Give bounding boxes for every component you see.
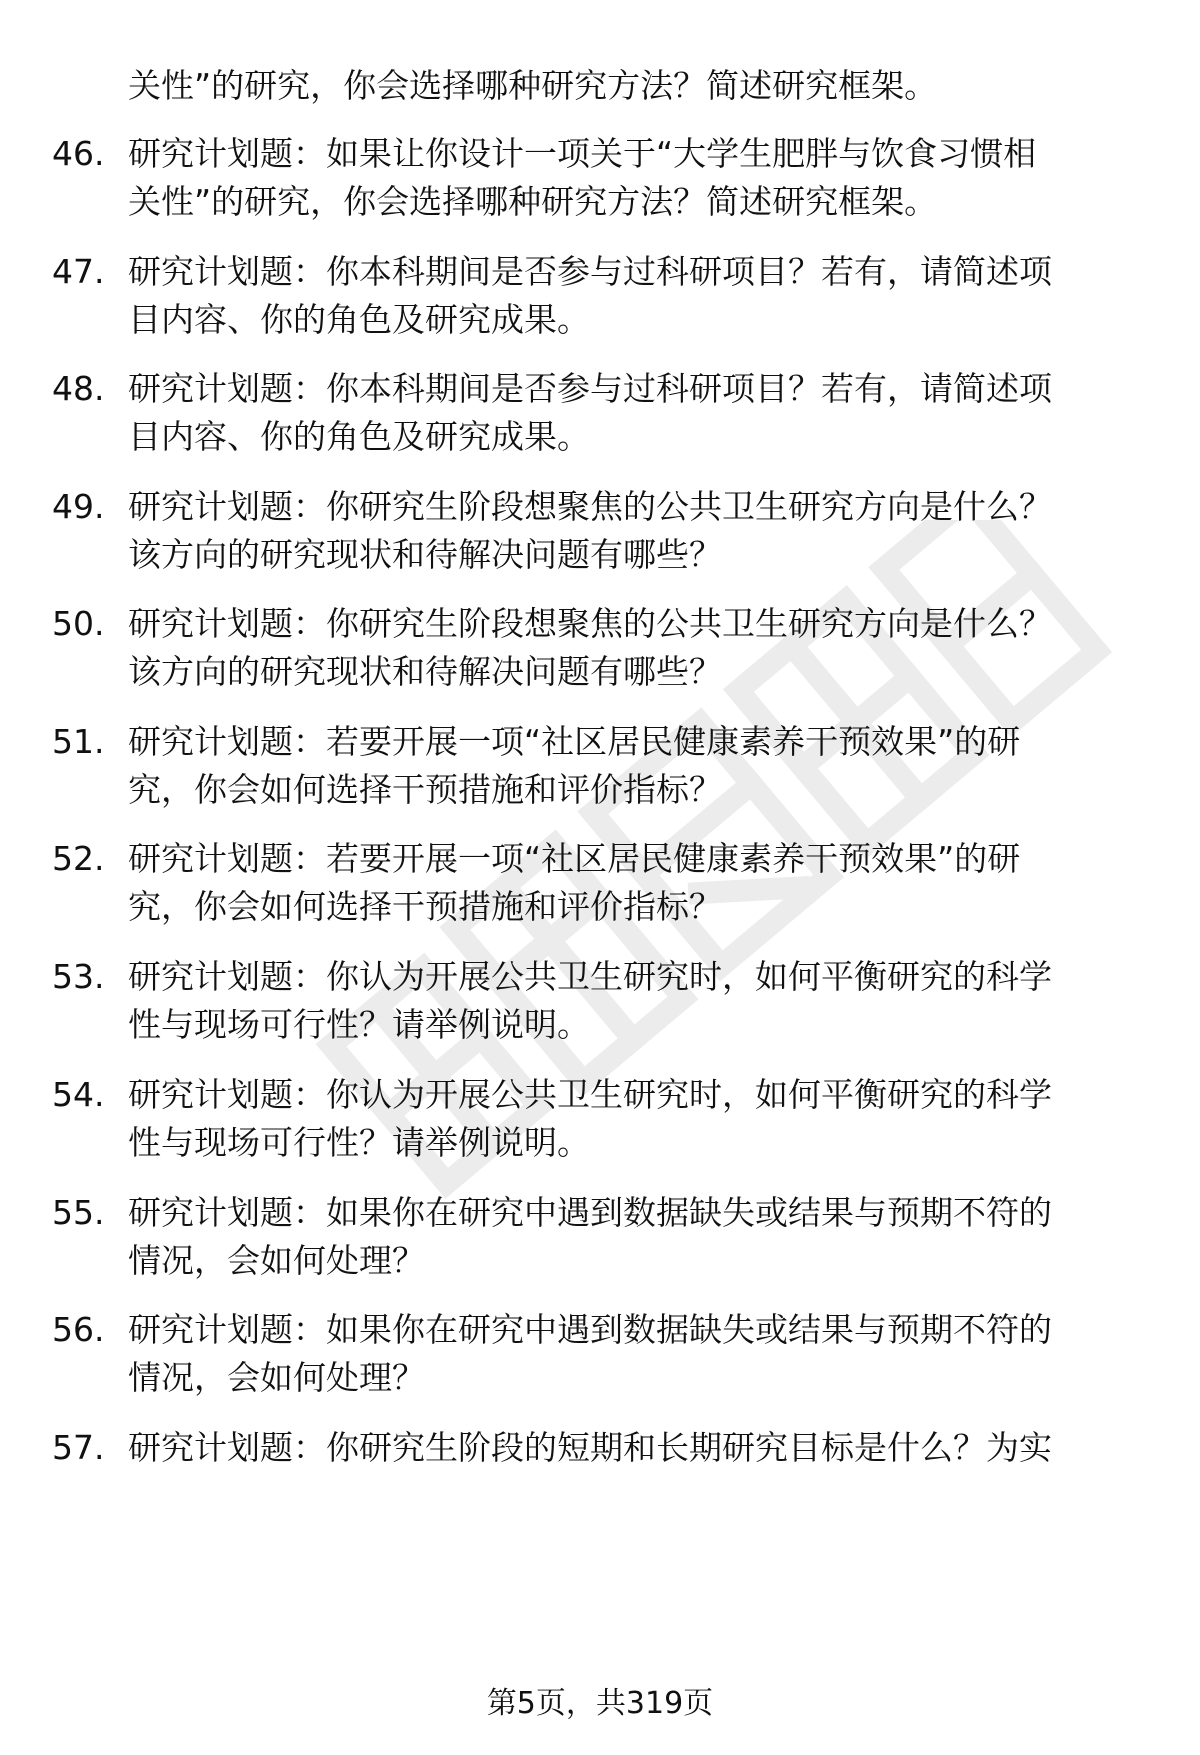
list-item <box>52 953 1152 1049</box>
item-number: 53. <box>52 957 105 996</box>
list-item <box>52 365 1152 461</box>
item-number: 52. <box>52 839 105 878</box>
list-item <box>52 718 1152 814</box>
list-item <box>52 600 1152 696</box>
item-number: 49. <box>52 487 105 526</box>
item-text: 研究计划题：若要开展一项“社区居民健康素养干预效果”的研 究，你会如何选择干预措施和评价指标？ <box>128 722 1021 809</box>
item-number: 57. <box>52 1428 105 1467</box>
item-number: 46. <box>52 134 105 173</box>
item-text: 研究计划题：如果让你设计一项关于“大学生肥胖与饮食习惯相 关性”的研究，你会选择哪种研究方法？简述研究框架。 <box>128 134 1037 221</box>
list-item <box>52 1071 1152 1167</box>
item-number: 48. <box>52 369 105 408</box>
item-number: 50. <box>52 604 105 643</box>
item-text: 研究计划题：你认为开展公共卫生研究时，如何平衡研究的科学 性与现场可行性？请举例说明。 <box>128 1075 1052 1162</box>
list-item <box>52 1306 1152 1402</box>
item-text: 研究计划题：你本科期间是否参与过科研项目？若有，请简述项 目内容、你的角色及研究成果。 <box>128 369 1052 456</box>
item-text: 研究计划题：你研究生阶段想聚焦的公共卫生研究方向是什么？ 该方向的研究现状和待解决问题有哪些？ <box>128 604 1052 691</box>
item-number: 54. <box>52 1075 105 1114</box>
item-text: 研究计划题：如果你在研究中遇到数据缺失或结果与预期不符的 情况，会如何处理？ <box>128 1193 1052 1280</box>
list-item <box>52 248 1152 344</box>
item-number: 51. <box>52 722 105 761</box>
list-item <box>52 835 1152 931</box>
item-number: 47. <box>52 252 105 291</box>
item-text: 研究计划题：你研究生阶段想聚焦的公共卫生研究方向是什么？ 该方向的研究现状和待解决问题有哪些？ <box>128 487 1052 574</box>
item-text: 研究计划题：如果你在研究中遇到数据缺失或结果与预期不符的 情况，会如何处理？ <box>128 1310 1052 1397</box>
item-text: 研究计划题：你认为开展公共卫生研究时，如何平衡研究的科学 性与现场可行性？请举例说明。 <box>128 957 1052 1044</box>
item-text: 研究计划题：你研究生阶段的短期和长期研究目标是什么？为实 <box>128 1428 1052 1467</box>
list-item <box>52 130 1152 226</box>
item-number: 56. <box>52 1310 105 1349</box>
list-item <box>52 483 1152 579</box>
item-text: 研究计划题：若要开展一项“社区居民健康素养干预效果”的研 究，你会如何选择干预措施和评价指标？ <box>128 839 1021 926</box>
page-footer: 第5页，共319页 <box>486 1686 714 1721</box>
continuation-text: 关性”的研究，你会选择哪种研究方法？简述研究框架。 <box>128 66 938 105</box>
item-number: 55. <box>52 1193 105 1232</box>
item-text: 研究计划题：你本科期间是否参与过科研项目？若有，请简述项 目内容、你的角色及研究成果。 <box>128 252 1052 339</box>
list-item <box>52 1189 1152 1285</box>
list-item <box>52 1424 1152 1472</box>
